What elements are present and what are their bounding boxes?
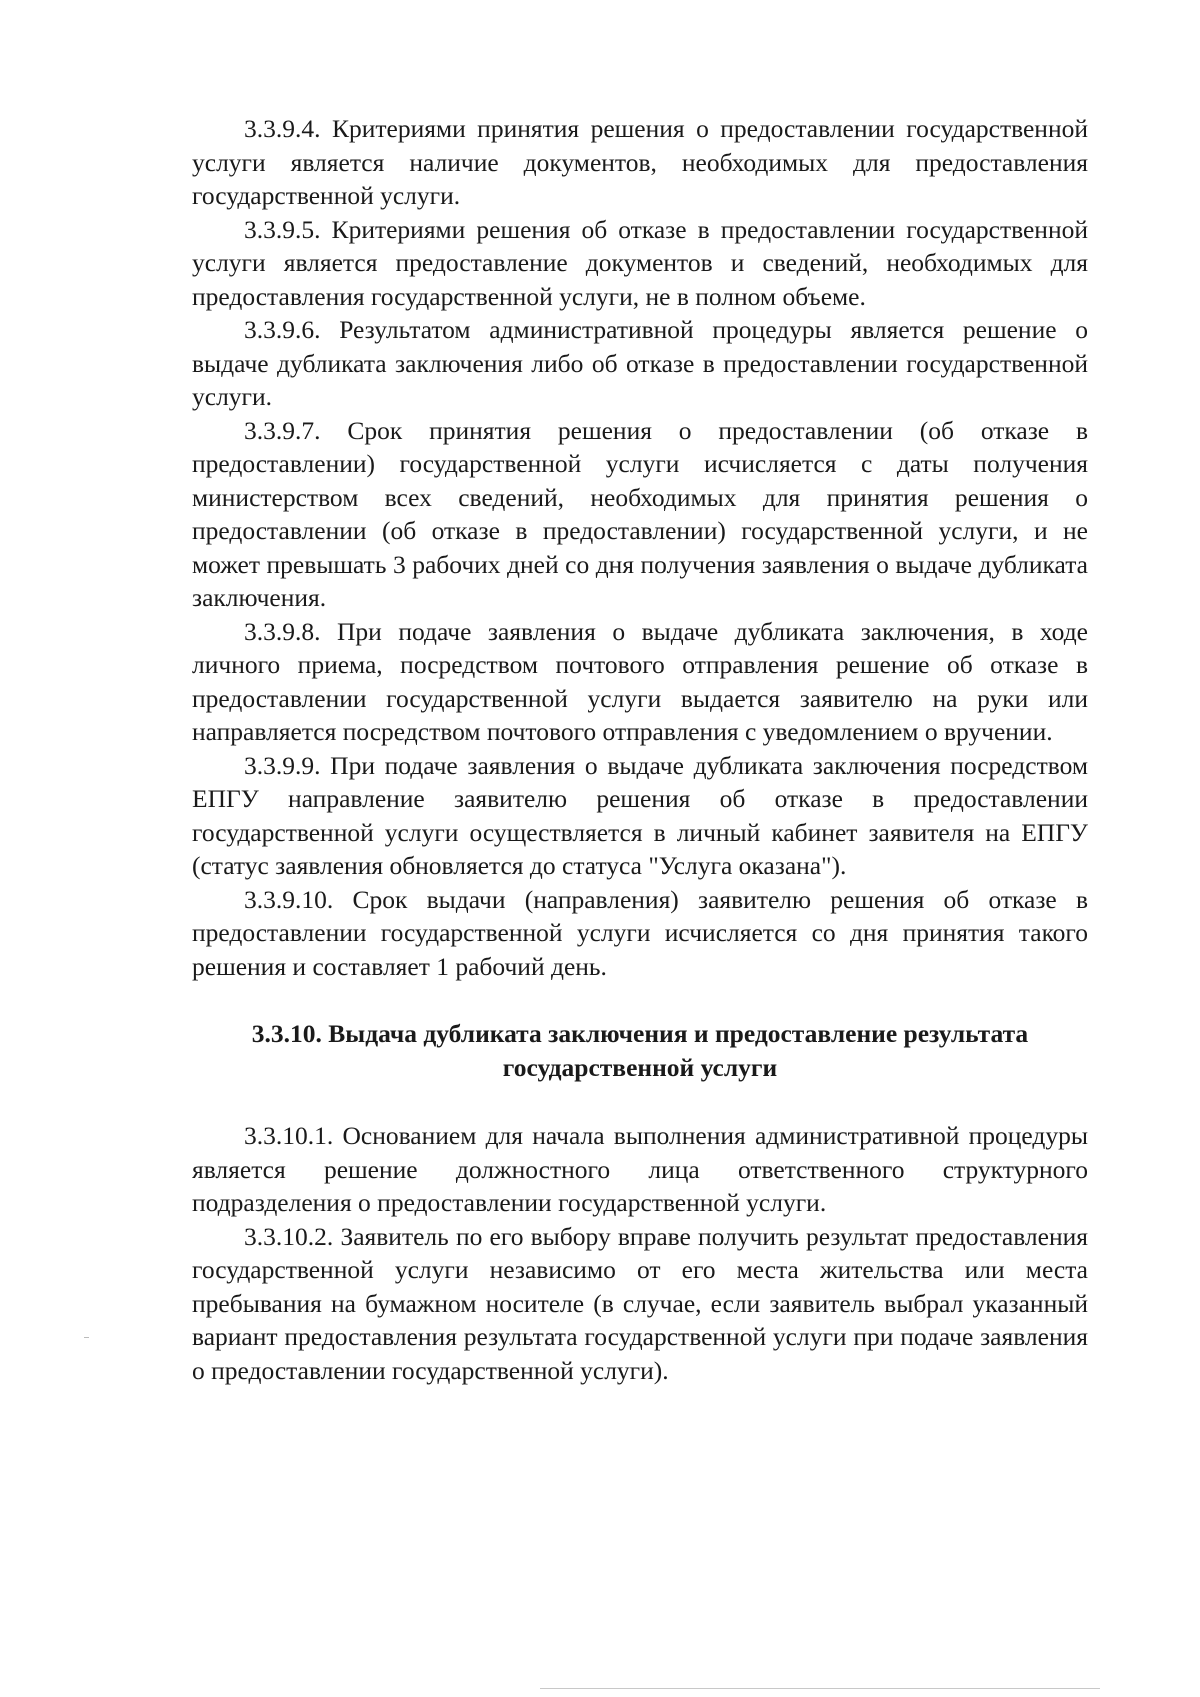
paragraph-3-3-9-8: 3.3.9.8. При подаче заявления о выдаче дубликата заключения, в ходе личного приема, посредством почтового отправления решение об отказе в предоставлении государственной услуги выдается заявителю на руки или направляется посредством почтового отправления с уведомлением о вручении. [192,616,1088,746]
section-heading-3-3-10 [192,1017,1088,1085]
paragraph-3-3-9-4: 3.3.9.4. Критериями принятия решения о предоставлении государственной услуги является наличие документов, необходимых для предоставления государственной услуги. [192,114,1088,210]
document-page [192,112,1088,1387]
paragraph-3-3-10-2: 3.3.10.2. Заявитель по его выбору вправе получить результат предоставления государственной услуги независимо от его места жительства или места пребывания на бумажном носителе (в случае, если заявитель выбрал указанный вариант предоставления результата государственной услуги при подаче заявления о предоставлении государственной услуги). [192,1221,1088,1385]
paragraph-3-3-9-10: 3.3.9.10. Срок выдачи (направления) заявителю решения об отказе в предоставлении государственной услуги исчисляется со дня принятия такого решения и составляет 1 рабочий день. [192,884,1088,981]
paragraph-3-3-9-5: 3.3.9.5. Критериями решения об отказе в предоставлении государственной услуги является предоставление документов и сведений, необходимых для предоставления государственной услуги, не в полном объеме. [192,214,1088,311]
scan-artifact-line [540,1688,1100,1689]
scan-artifact-speck [84,1337,89,1338]
paragraph-3-3-9-9: 3.3.9.9. При подаче заявления о выдаче дубликата заключения посредством ЕПГУ направление заявителю решения об отказе в предоставлении государственной услуги осуществляется в личный кабинет заявителя на ЕПГУ (статус заявления обновляется до статуса "Услуга оказана"). [192,750,1088,880]
section-heading-line2: государственной услуги [502,1053,778,1082]
section-heading-line1: 3.3.10. Выдача дубликата заключения и предоставление результата [251,1019,1029,1048]
paragraph-3-3-10-1: 3.3.10.1. Основанием для начала выполнения административной процедуры является решение должностного лица ответственного структурного подразделения о предоставлении государственной услуги. [192,1121,1088,1217]
paragraph-3-3-9-6: 3.3.9.6. Результатом административной процедуры является решение о выдаче дубликата заключения либо об отказе в предоставлении государственной услуги. [192,315,1088,411]
paragraph-3-3-9-7: 3.3.9.7. Срок принятия решения о предоставлении (об отказе в предоставлении) государственной услуги исчисляется с даты получения министерством всех сведений, необходимых для принятия решения о предоставлении (об отказе в предоставлении) государственной услуги, и не может превышать 3 рабочих дней со дня получения заявления о выдаче дубликата заключения. [192,415,1088,612]
